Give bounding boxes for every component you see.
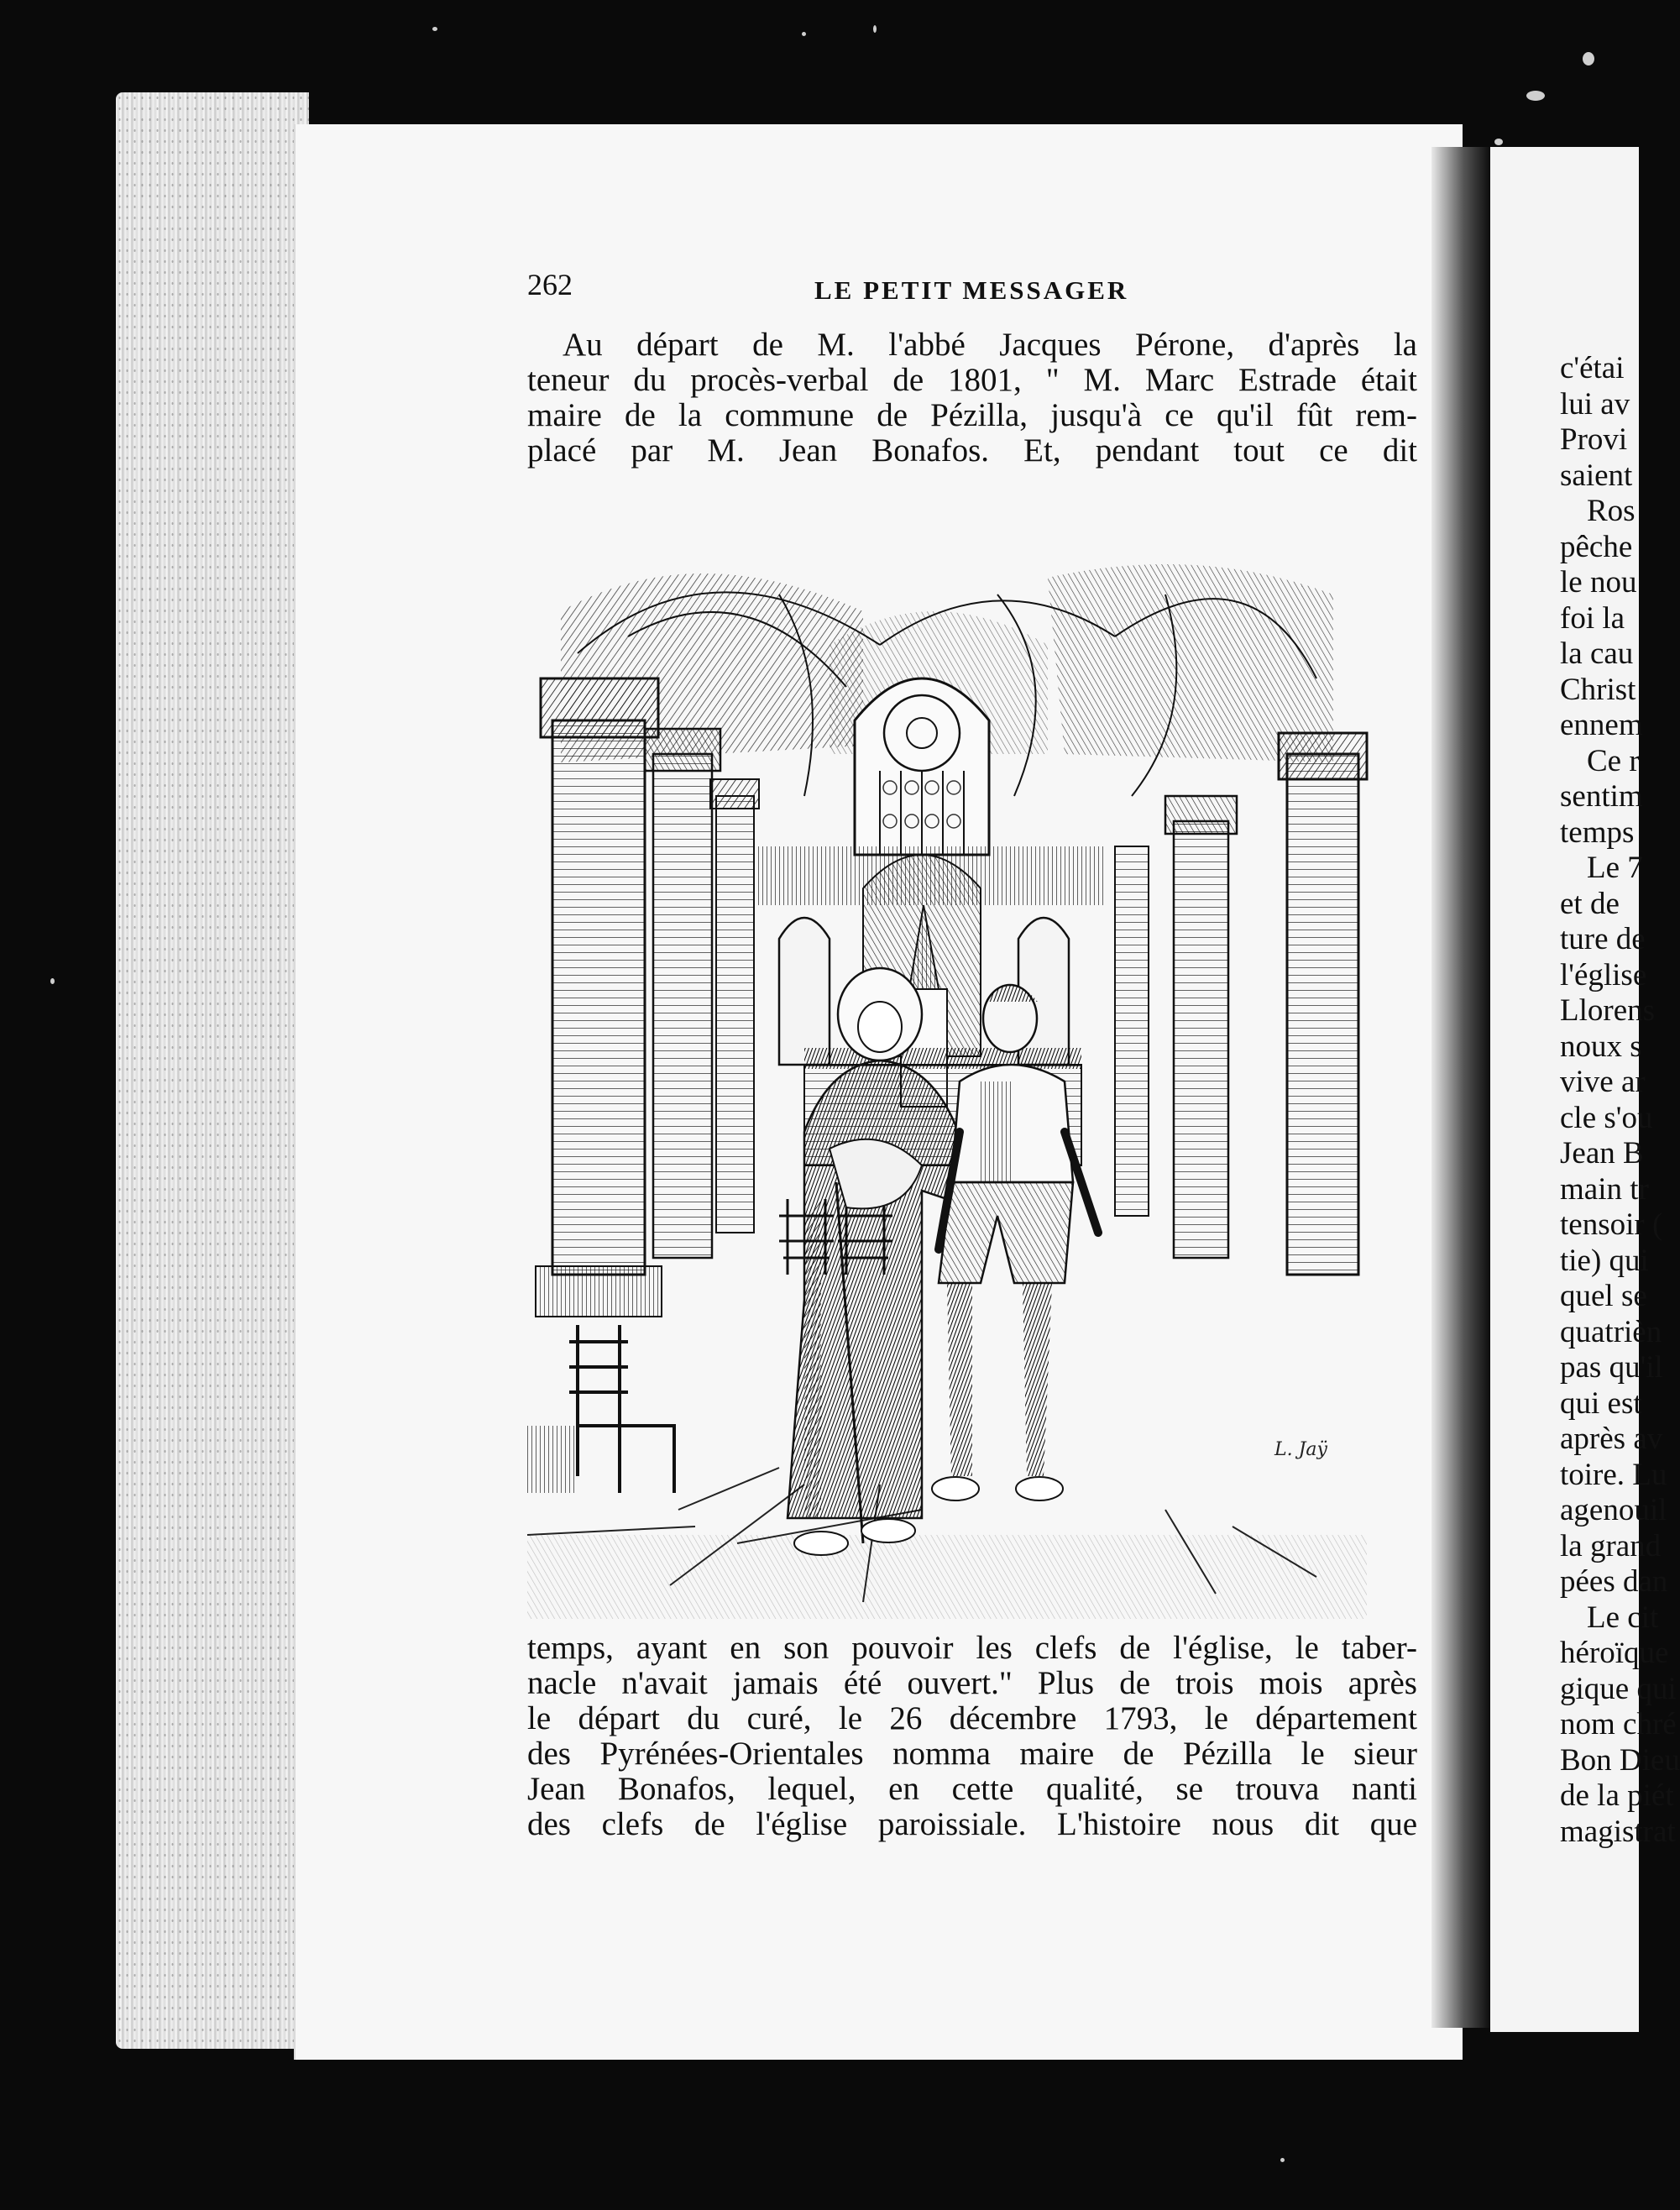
page-stack-edges xyxy=(116,92,309,2049)
right-page-line: Ce r xyxy=(1587,743,1640,778)
foreground-chair xyxy=(569,1325,674,1493)
right-page-line: de la piét xyxy=(1560,1778,1674,1813)
text-line: Au départ de M. l'abbé Jacques Pérone, d'après la xyxy=(563,327,1417,363)
right-page-line: quel se xyxy=(1560,1279,1647,1313)
right-page-line: lui av xyxy=(1560,386,1630,422)
right-page-line: noux s xyxy=(1560,1029,1642,1064)
right-page-line: pas qu'il xyxy=(1560,1350,1663,1385)
right-page-line: Ros xyxy=(1587,494,1636,528)
right-page-line: Jean B xyxy=(1560,1136,1644,1170)
right-page-line: pêche xyxy=(1560,529,1633,564)
right-page-line: Provi xyxy=(1560,422,1628,457)
column-capital xyxy=(541,678,658,737)
background-speck xyxy=(50,978,55,984)
column-capital xyxy=(710,779,759,809)
right-page-line: l'église xyxy=(1560,957,1647,992)
background-speck xyxy=(873,25,877,33)
background-speck xyxy=(432,27,437,31)
column-capital xyxy=(645,729,720,771)
right-page-line: agenouil xyxy=(1560,1493,1667,1527)
right-page-line: saient xyxy=(1560,458,1633,493)
right-page-line: la grand xyxy=(1560,1528,1662,1563)
text-line: teneur du procès-verbal de 1801, " M. Marc Estrade était xyxy=(527,362,1417,398)
clog xyxy=(794,1532,848,1555)
clog xyxy=(1016,1477,1063,1500)
right-page-line: Le cit xyxy=(1587,1600,1659,1635)
right-page-line: héroïque xyxy=(1560,1636,1669,1670)
right-page-line: et de xyxy=(1560,886,1620,921)
column-base xyxy=(536,1266,662,1317)
paragraph-top xyxy=(527,327,1417,469)
text-line: maire de la commune de Pézilla, jusqu'à ce qu'il fût rem- xyxy=(527,397,1417,433)
church-interior-engraving xyxy=(527,544,1367,1619)
floor-shade xyxy=(527,1535,1367,1619)
background-speck xyxy=(802,32,806,36)
text-line: temps, ayant en son pouvoir les clefs de l'église, le taber- xyxy=(527,1630,1417,1666)
right-page-line: c'étai xyxy=(1560,351,1625,385)
text-line: Jean Bonafos, lequel, en cette qualité, se trouva nanti xyxy=(527,1771,1417,1807)
text-line: des Pyrénées-Orientales nomma maire de Pézilla le sieur xyxy=(527,1736,1417,1772)
right-page-line: toire. Lu xyxy=(1560,1457,1667,1492)
left-columns xyxy=(536,678,759,1317)
right-page-line: la cau xyxy=(1560,636,1634,671)
right-page-line: vive ar xyxy=(1560,1065,1646,1099)
text-line: des clefs de l'église paroissiale. L'histoire nous dit que xyxy=(527,1806,1417,1842)
text-line: placé par M. Jean Bonafos. Et, pendant tout ce dit xyxy=(527,432,1417,469)
chair-shadow xyxy=(527,1426,578,1493)
right-page-text xyxy=(1560,351,1680,1850)
woman-face xyxy=(858,1002,902,1052)
man-vest xyxy=(981,1081,1014,1182)
background-speck xyxy=(1583,52,1594,65)
background-speck xyxy=(1526,91,1545,101)
altar-step xyxy=(804,1048,1081,1069)
right-page-line: quatrièn xyxy=(1560,1314,1662,1349)
right-page-line: Bon Dieu xyxy=(1560,1742,1680,1778)
clog xyxy=(932,1477,979,1500)
woman-apron xyxy=(804,1199,821,1518)
artist-signature: L. Jaÿ xyxy=(1274,1439,1327,1460)
background-speck xyxy=(1494,139,1503,145)
right-page-line: temps xyxy=(1560,814,1635,850)
paragraph-bottom xyxy=(527,1631,1417,1842)
right-page-line: Le 7 xyxy=(1587,851,1643,885)
clog xyxy=(861,1519,915,1542)
right-page-line: gique qui xyxy=(1560,1671,1677,1706)
right-columns xyxy=(1115,733,1367,1275)
man-stockings xyxy=(947,1283,1052,1476)
right-page-line: qui est xyxy=(1560,1385,1642,1421)
right-page-line: main tr xyxy=(1560,1171,1649,1207)
man-breeches xyxy=(939,1182,1073,1283)
right-page-line: ture de xyxy=(1560,922,1646,956)
right-page-line: magistrat xyxy=(1560,1814,1676,1849)
running-title: LE PETIT MESSAGER xyxy=(814,275,1129,305)
background-speck xyxy=(1280,2158,1285,2162)
right-page-line: ennem xyxy=(1560,708,1643,742)
right-page-line: nom chré xyxy=(1560,1707,1677,1741)
right-page-line: foi la xyxy=(1560,600,1625,636)
column-capital xyxy=(1165,796,1237,834)
text-line: nacle n'avait jamais été ouvert." Plus de trois mois après xyxy=(527,1665,1417,1701)
stained-glass-window xyxy=(855,678,989,855)
right-page-line: pées dan xyxy=(1560,1564,1668,1599)
right-page-line: Llorens xyxy=(1560,993,1656,1028)
text-line: le départ du curé, le 26 décembre 1793, le département xyxy=(527,1700,1417,1736)
right-page-line: le nou xyxy=(1560,565,1637,600)
right-page-line: après av xyxy=(1560,1422,1663,1456)
right-page-line: cle s'ou xyxy=(1560,1100,1653,1135)
page-number: 262 xyxy=(527,268,573,301)
right-page-line: tensoir ( xyxy=(1560,1207,1663,1242)
right-page-line: tie) qui xyxy=(1560,1243,1649,1278)
right-page-line: Christ xyxy=(1560,672,1636,707)
right-page-line: sentim xyxy=(1560,779,1643,814)
column-capital xyxy=(1279,733,1367,779)
book-gutter xyxy=(1431,147,1490,2028)
